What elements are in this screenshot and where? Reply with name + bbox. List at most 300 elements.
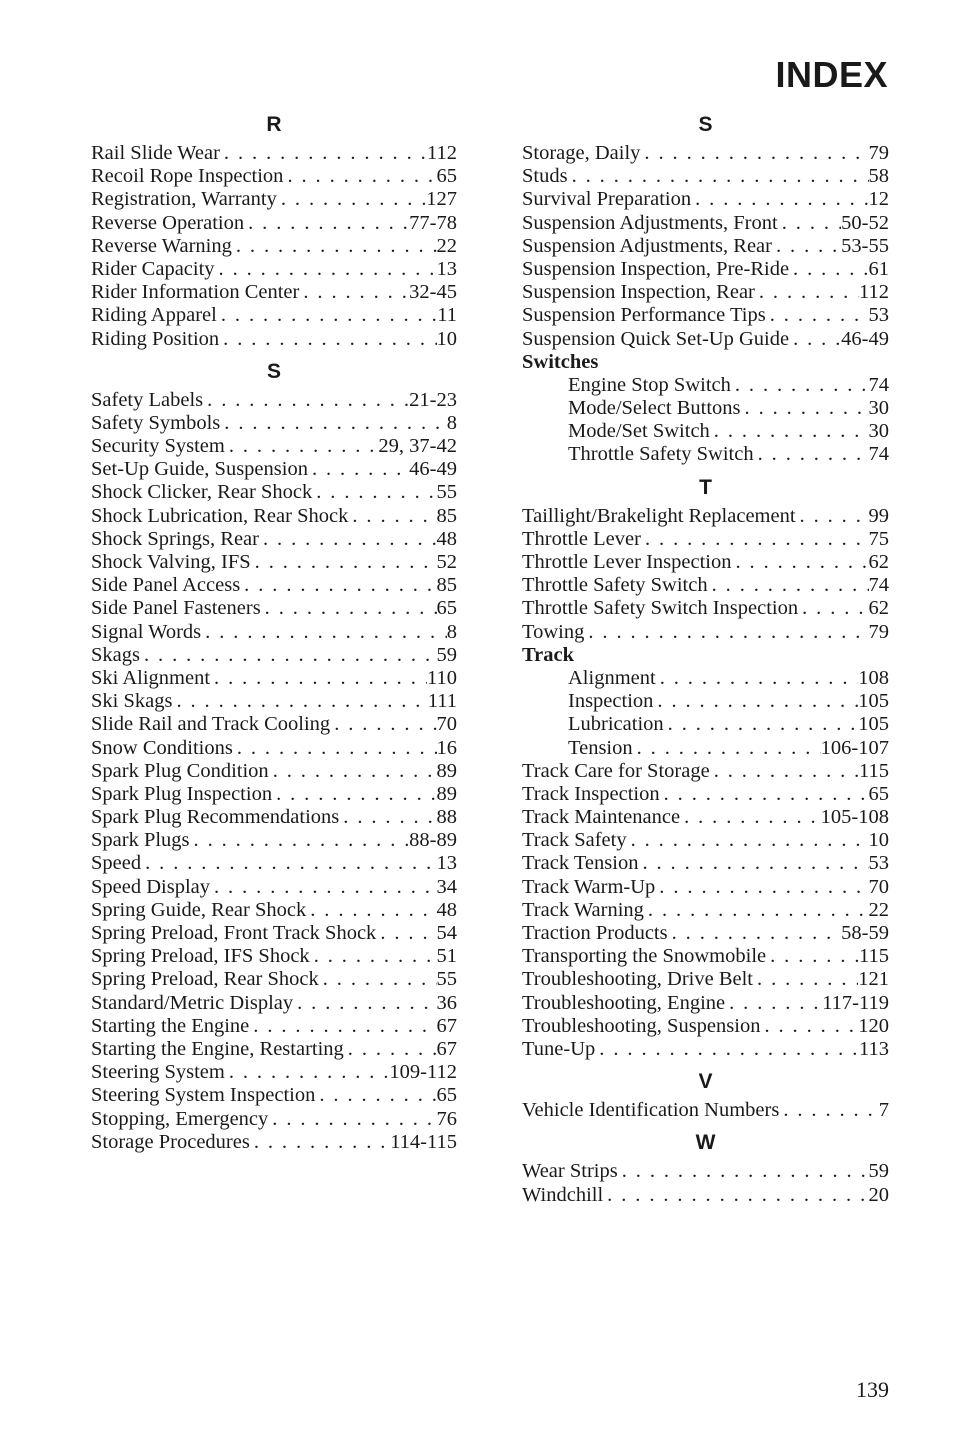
dot-leader [293,992,436,1015]
entry-label: Throttle Safety Switch Inspection [522,597,799,620]
index-section-r [91,112,457,351]
dot-leader [315,1084,436,1107]
index-entry [91,1131,457,1154]
entry-label: Troubleshooting, Engine [522,991,726,1014]
entry-pages: 10 [436,327,457,350]
entry-label: Suspension Quick Set-Up Guide [522,327,790,350]
entry-pages: 32-45 [409,281,457,304]
index-entry [91,304,457,327]
entry-pages: 65 [436,1084,457,1107]
dot-leader [210,876,437,899]
index-column-left [91,112,457,1154]
entry-pages: 74 [868,443,889,466]
dot-leader [760,1015,858,1038]
dot-leader [244,212,409,235]
index-entry [91,528,457,551]
dot-leader [789,258,868,281]
index-entry [522,876,889,899]
entry-label: Rail Slide Wear [91,142,220,164]
dot-leader [668,922,842,945]
dot-leader [376,922,436,945]
entry-label: Steering System Inspection [91,1084,316,1107]
entry-pages: 79 [868,142,889,164]
entry-pages: 13 [436,257,457,280]
dot-leader [766,945,859,968]
entry-pages: 114-115 [390,1130,457,1153]
index-entry [91,235,457,258]
index-entry [91,621,457,644]
index-entry [91,667,457,690]
dot-leader [708,574,869,597]
entry-label: Track Safety [522,829,627,852]
dot-leader [638,852,868,875]
index-entry [522,142,889,165]
dot-leader [725,992,822,1015]
entry-pages: 50-52 [841,211,889,234]
index-subentry [522,737,889,760]
index-entry [91,412,457,435]
index-entry [91,737,457,760]
group-heading-switches: Switches [522,350,599,373]
index-entry [91,876,457,899]
entry-label: Troubleshooting, Suspension [522,1014,761,1037]
dot-leader [299,281,409,304]
dot-leader [644,899,869,922]
entry-pages: 10 [868,829,889,852]
entry-label: Slide Rail and Track Cooling [91,713,331,736]
entry-pages: 65 [436,597,457,620]
entry-label: Tension [568,736,633,759]
entry-label: Lubrication [568,713,664,736]
dot-leader [277,188,426,211]
index-entry [522,235,889,258]
section-letter: S [266,359,281,383]
entry-pages: 46-49 [409,458,457,481]
index-entry [91,806,457,829]
entry-label: Track Inspection [522,782,660,805]
dot-leader [584,621,868,644]
entry-label: Track Tension [522,852,639,875]
entry-label: Traction Products [522,922,668,944]
entry-label: Suspension Inspection, Rear [522,281,755,304]
entry-pages: 105-108 [820,806,889,829]
index-entry [522,922,889,945]
entry-label: Spring Guide, Rear Shock [91,898,307,921]
entry-label: Throttle Safety Switch [522,574,708,597]
entry-label: Rider Information Center [91,281,300,304]
entry-label: Registration, Warranty [91,188,277,211]
entry-pages: 89 [436,782,457,805]
entry-label: Track Warning [522,898,644,921]
entry-label: Ski Alignment [91,666,211,689]
section-letter: T [699,475,712,499]
index-subentry [522,690,889,713]
entry-label: Signal Words [91,620,202,643]
index-entry [522,945,889,968]
dot-leader [710,760,859,783]
entry-label: Engine Stop Switch [568,373,731,396]
entry-pages: 120 [858,1014,889,1037]
entry-label: Survival Preparation [522,188,692,211]
entry-label: Throttle Safety Switch [568,443,754,466]
dot-leader [141,852,436,875]
index-entry [522,829,889,852]
entry-pages: 59 [868,1160,889,1183]
index-entry [522,1184,889,1207]
index-entry [522,597,889,620]
entry-label: Starting the Engine, Restarting [91,1037,344,1060]
index-entry [522,328,889,351]
dot-leader [140,644,437,667]
entry-pages: 108 [858,666,889,689]
index-entry [91,481,457,504]
section-letter: V [698,1070,713,1094]
dot-leader [172,690,427,713]
index-entry [91,505,457,528]
entry-pages: 46-49 [841,327,889,350]
index-entry [91,992,457,1015]
dot-leader [283,165,436,188]
index-entry [522,783,889,806]
dot-leader [232,235,437,258]
entry-pages: 65 [868,782,889,805]
entry-pages: 34 [436,875,457,898]
dot-leader [339,806,436,829]
index-entry [91,458,457,481]
dot-leader [312,481,436,504]
index-entry [522,806,889,829]
dot-leader [249,1015,436,1038]
entry-label: Windchill [522,1183,604,1206]
dot-leader [618,1160,869,1183]
entry-label: Throttle Lever Inspection [522,551,732,573]
index-entry [522,852,889,875]
index-column-right [522,112,889,1207]
entry-pages: 85 [436,504,457,527]
entry-label: Snow Conditions [91,736,233,759]
entry-label: Stopping, Emergency [91,1107,269,1130]
entry-pages: 48 [436,898,457,921]
dot-leader [568,165,869,188]
entry-pages: 77-78 [409,211,457,234]
dot-leader [251,551,437,574]
entry-label: Reverse Operation [91,211,245,234]
entry-label: Recoil Rope Inspection [91,165,284,188]
entry-label: Security System [91,435,225,458]
dot-leader [772,235,841,258]
entry-label: Suspension Performance Tips [522,304,766,327]
entry-label: Steering System [91,1061,225,1084]
index-subentry [522,397,889,420]
entry-pages: 112 [859,281,889,304]
entry-label: Set-Up Guide, Suspension [91,458,308,481]
entry-label: Taillight/Brakelight Replacement [522,504,796,527]
index-entry [522,1160,889,1183]
index-section-w [522,1130,889,1206]
entry-label: Safety Symbols [91,411,221,434]
entry-pages: 55 [436,968,457,991]
index-entry [522,760,889,783]
index-entry [91,142,457,165]
entry-pages: 89 [436,759,457,782]
dot-leader [664,713,859,736]
entry-pages: 105 [858,690,889,713]
entry-pages: 111 [427,690,457,713]
entry-label: Track Maintenance [522,806,681,829]
entry-label: Storage Procedures [91,1130,250,1153]
dot-leader [233,737,437,760]
entry-pages: 110 [427,666,457,689]
entry-label: Track Warm-Up [522,875,656,898]
dot-leader [219,328,436,351]
index-entry [91,551,457,574]
dot-leader [779,1099,878,1122]
entry-pages: 13 [436,852,457,875]
index-subentry [522,443,889,466]
entry-pages: 67 [436,1037,457,1060]
index-entry [91,829,457,852]
dot-leader [640,142,868,165]
index-subentry [522,420,889,443]
dot-leader [595,1038,859,1061]
entry-pages: 58-59 [841,922,889,944]
index-section-s [91,359,457,1154]
dot-leader [680,806,821,829]
entry-label: Tune-Up [522,1037,596,1060]
entry-label: Inspection [568,690,654,713]
index-entry [91,435,457,458]
entry-pages: 7 [878,1099,889,1122]
index-entry [91,644,457,667]
entry-pages: 59 [436,643,457,666]
entry-label: Shock Springs, Rear [91,527,259,550]
index-entry [522,258,889,281]
dot-leader [259,528,437,551]
dot-leader [753,968,858,991]
entry-label: Shock Lubrication, Rear Shock [91,504,349,527]
entry-pages: 22 [436,234,457,257]
dot-leader [306,899,436,922]
dot-leader [633,737,821,760]
dot-leader [215,258,437,281]
index-entry [522,304,889,327]
entry-pages: 88-89 [409,829,457,852]
entry-label: Throttle Lever [522,527,641,550]
entry-pages: 75 [868,527,889,550]
entry-pages: 115 [859,759,889,782]
index-entry [522,505,889,528]
dot-leader [308,458,409,481]
index-entry [91,212,457,235]
entry-pages: 112 [427,142,457,164]
index-entry [91,328,457,351]
entry-label: Side Panel Fasteners [91,597,261,620]
dot-leader [731,374,869,397]
dot-leader [210,667,427,690]
entry-label: Riding Apparel [91,304,217,327]
entry-pages: 65 [436,165,457,188]
entry-pages: 55 [436,481,457,504]
entry-pages: 21-23 [409,388,457,411]
index-entry [522,1099,889,1122]
dot-leader [319,968,437,991]
entry-label: Starting the Engine [91,1014,250,1037]
entry-label: Spring Preload, Front Track Shock [91,922,377,944]
entry-pages: 48 [436,527,457,550]
entry-label: Standard/Metric Display [91,991,294,1014]
index-entry [522,574,889,597]
index-entry [91,713,457,736]
dot-leader [660,783,869,806]
index-subentry [522,713,889,736]
entry-pages: 52 [436,551,457,573]
entry-pages: 115 [859,945,889,968]
entry-label: Towing [522,620,585,643]
index-entry [91,1084,457,1107]
entry-pages: 74 [868,574,889,597]
entry-pages: 117-119 [822,991,889,1014]
index-entry [522,1015,889,1038]
index-entry [91,1038,457,1061]
entry-label: Mode/Select Buttons [568,397,741,420]
index-entry [91,258,457,281]
entry-pages: 79 [868,620,889,643]
entry-label: Skags [91,643,140,666]
entry-label: Ski Skags [91,690,173,713]
index-section-t [522,475,889,1062]
entry-pages: 58 [868,165,889,188]
page-title: INDEX [775,54,888,95]
index-entry [91,783,457,806]
index-entry [91,945,457,968]
dot-leader [656,667,859,690]
index-entry [522,1038,889,1061]
entry-label: Spring Preload, IFS Shock [91,945,310,968]
page-number: 139 [856,1377,889,1402]
entry-label: Vehicle Identification Numbers [522,1099,780,1122]
index-entry [522,188,889,211]
index-entry [91,281,457,304]
entry-label: Reverse Warning [91,234,232,257]
dot-leader [348,505,436,528]
dot-leader [190,829,410,852]
dot-leader [641,528,869,551]
entry-label: Safety Labels [91,388,204,411]
entry-pages: 53 [868,852,889,875]
dot-leader [754,443,869,466]
dot-leader [710,420,869,443]
dot-leader [240,574,436,597]
entry-pages: 54 [436,922,457,944]
entry-label: Riding Position [91,327,220,350]
dot-leader [203,389,409,412]
index-entry [522,551,889,574]
entry-label: Alignment [568,666,656,689]
entry-label: Mode/Set Switch [568,420,710,443]
index-entry [91,899,457,922]
entry-pages: 85 [436,574,457,597]
entry-pages: 11 [437,304,457,327]
dot-leader [653,690,858,713]
entry-pages: 99 [868,504,889,527]
dot-leader [731,551,868,574]
entry-pages: 74 [868,373,889,396]
dot-leader [220,142,427,165]
dot-leader [310,945,437,968]
entry-label: Speed [91,852,142,875]
entry-pages: 106-107 [820,736,889,759]
entry-pages: 12 [868,188,889,211]
entry-pages: 62 [868,551,889,573]
entry-pages: 109-112 [389,1061,457,1084]
dot-leader [741,397,869,420]
entry-pages: 16 [436,736,457,759]
entry-pages: 53 [868,304,889,327]
dot-leader [272,783,436,806]
entry-pages: 121 [858,968,889,991]
dot-leader [220,412,446,435]
index-entry [91,760,457,783]
index-entry [522,899,889,922]
entry-pages: 8 [446,620,457,643]
dot-leader [250,1131,390,1154]
index-section-s [522,112,889,467]
dot-leader [691,188,868,211]
index-entry [522,968,889,991]
entry-pages: 61 [868,257,889,280]
entry-label: Storage, Daily [522,142,641,164]
index-entry [522,165,889,188]
dot-leader [225,435,379,458]
entry-label: Spark Plug Recommendations [91,806,340,829]
index-entry [91,165,457,188]
dot-leader [627,829,869,852]
index-entry [91,690,457,713]
index-entry [91,922,457,945]
entry-pages: 76 [436,1107,457,1130]
index-entry [522,621,889,644]
entry-pages: 70 [868,875,889,898]
dot-leader [789,328,841,351]
index-entry [91,1108,457,1131]
dot-leader [217,304,437,327]
entry-pages: 20 [868,1183,889,1206]
entry-label: Suspension Adjustments, Rear [522,234,772,257]
dot-leader [603,1184,868,1207]
index-entry [91,188,457,211]
entry-pages: 8 [446,411,457,434]
dot-leader [755,281,859,304]
entry-label: Suspension Inspection, Pre-Ride [522,257,790,280]
index-entry [522,528,889,551]
index-subentry [522,667,889,690]
entry-label: Spring Preload, Rear Shock [91,968,319,991]
index-entry [91,968,457,991]
entry-pages: 113 [859,1037,889,1060]
entry-pages: 62 [868,597,889,620]
entry-pages: 51 [436,945,457,968]
index-entry [91,1015,457,1038]
entry-pages: 36 [436,991,457,1014]
section-letter: W [695,1131,716,1155]
entry-pages: 127 [426,188,457,211]
entry-label: Transporting the Snowmobile [522,945,767,968]
entry-pages: 70 [436,713,457,736]
entry-pages: 30 [868,420,889,443]
entry-pages: 105 [858,713,889,736]
dot-leader [268,1108,436,1131]
index-entry [522,281,889,304]
